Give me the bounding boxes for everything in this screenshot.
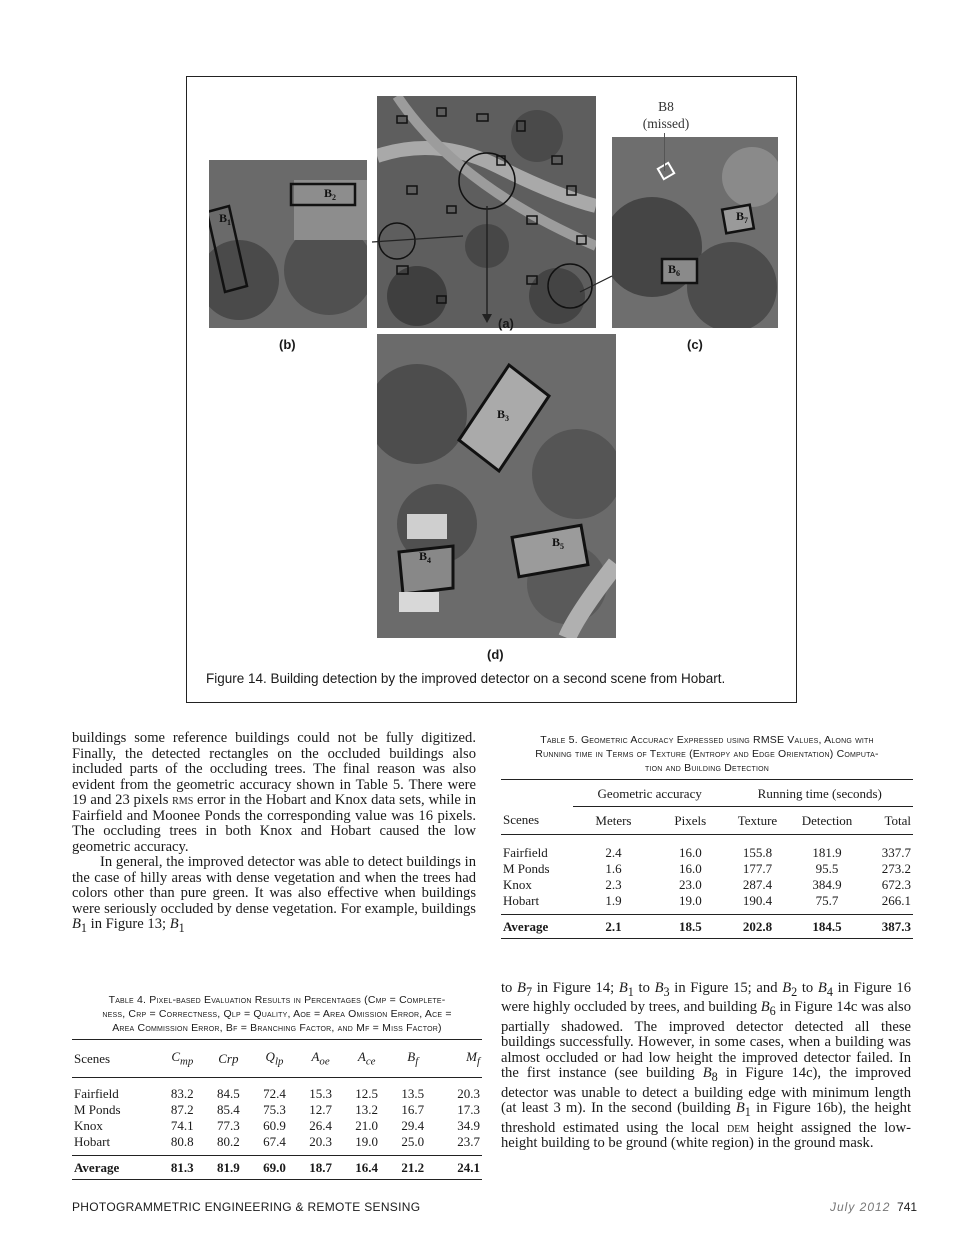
table4-caption: Table 4. Pixel-based Evaluation Results in Percentages (Cmp = Complete- ness, Crp = Correctness, Qlp = Quality, Aoe = Area Omission Error, Ace = Area Commission Error, Bf = Branching Factor, and Mf = Miss Factor)	[102, 994, 452, 1034]
b8-label: B8	[658, 99, 674, 114]
b4-label: $B_4$	[419, 549, 432, 565]
panel-a-label: (a)	[498, 316, 514, 331]
right-paragraph: to $B_7$ in Figure 14; $B_1$ to $B_3$ in Figure 15; and $B_2$ to $B_4$ in Figure 16 were highly occluded by trees, and building $B_6$ in Figure 14c was also partially shadowed. The improved detector detected all these buildings successfully. However, in some cases, when a building was almost occluded or had low height the improved detector failed. In the first instance (see building $B_8$ in Figure 14c), the improved detector was unable to detect a building edge with minimum length (at least 3 m). In the second (building $B_1$ in Figure 16b), the height threshold estimated using the local dem height assigned the low-height building to be ground (white region) in the ground mask.	[501, 980, 912, 1152]
table5	[501, 786, 913, 941]
table5-top-rule	[501, 779, 913, 780]
table-row: M Ponds 1.6 16.0 177.7 95.5 273.2	[503, 860, 911, 876]
b1-label: $B_1$	[219, 211, 232, 227]
panel-d-label: (d)	[487, 647, 504, 662]
b5-label: $B_5$	[552, 535, 565, 551]
arrow-to-b	[372, 236, 463, 242]
table-row: Knox 74.1 77.3 60.9 26.4 21.0 29.4 34.9	[74, 1117, 480, 1133]
figure-caption: Figure 14. Building detection by the improved detector on a second scene from Hobart.	[206, 671, 726, 686]
table-row: Hobart 80.8 80.2 67.4 20.3 19.0 25.0 23.7	[74, 1133, 480, 1149]
b8-missed-note: (missed)	[642, 116, 690, 131]
right-column-text	[501, 981, 911, 1152]
table-row: Fairfield 2.4 16.0 155.8 181.9 337.7	[503, 844, 911, 860]
table5-group-running: Running time (seconds)	[757, 786, 882, 801]
table-row: Hobart 1.9 19.0 190.4 75.7 266.1	[503, 892, 911, 908]
footer-journal-name: PHOTOGRAMMETRIC ENGINEERING & REMOTE SENSING	[72, 1200, 421, 1214]
left-paragraph-2: In general, the improved detector was able to detect buildings in the case of hilly areas with dense vegetation and when the trees had colors other than pure green. It was also effective when buildings were seriously occluded by dense vegetation. For example, buildings $B_1$ in Figure 13; $B_1$	[72, 854, 476, 935]
table5-header-detection: Detection	[788, 807, 865, 835]
b2-label: $B_2$	[324, 186, 337, 202]
footer-date-page	[830, 1200, 917, 1214]
footer-page-number: 741	[897, 1200, 918, 1214]
table5-header-total: Total	[866, 807, 913, 835]
table5-header-scenes: Scenes	[503, 812, 540, 828]
b6-label: $B_6$	[668, 262, 681, 278]
b7-label: $B_7$	[736, 209, 749, 225]
table5-header-pixels: Pixels	[654, 807, 727, 835]
b3-label: $B_3$	[497, 407, 510, 423]
table5-group-geometric: Geometric accuracy	[597, 786, 702, 801]
left-paragraph-1: buildings some reference buildings could not be fully digitized. Finally, the detected rectangles on the occluded buildings also included parts of the occluding trees. The final reason was also evident from the geometric accuracy shown in Table 5. There were 19 and 23 pixels rms error in the Hobart and Knox data sets, while in Fairfield and Moonee Ponds the corresponding value was 16 pixels. The occluding trees in both Knox and Hobart caused the low geometric accuracy.	[72, 730, 476, 855]
table5-header-meters: Meters	[573, 807, 654, 835]
table-row: M Ponds 87.2 85.4 75.3 12.7 13.2 16.7 17.3	[74, 1101, 480, 1117]
table5-average-row: Average 2.1 18.5 202.8 184.5 387.3	[501, 915, 913, 939]
table5-caption: Table 5. Geometric Accuracy Expressed using RMSE Values, Along with Running time in Terms of Texture (Entropy and Edge Orientation) Computa- tion and Building Detection	[535, 734, 879, 774]
panel-d-image	[377, 334, 616, 638]
left-column-text	[72, 731, 476, 936]
panel-c-label: (c)	[687, 337, 703, 352]
panel-b-label: (b)	[279, 337, 296, 352]
table4-header-scenes: Scenes	[72, 1040, 159, 1078]
table-row: Fairfield 83.2 84.5 72.4 15.3 12.5 13.5 20.3	[74, 1085, 480, 1101]
table5-header-texture: Texture	[727, 807, 789, 835]
arrow-to-c	[580, 276, 612, 292]
table4: Scenes $C_{mp}$ Crp $Q_{lp}$ $A_{oe}$ $A_{ce}$ $B_f$ $M_f$ Fairfield 83.2 84.5 72.4 15.3 12.5 13.5 20.3 M Ponds 87.2 85.4 75.3 12.7 13.2 16.7 17.3 Knox 74.1 77.3 60.9 26.4 21.0 29.4 34.9 Hobart 80.8 80.2 67.4 20.3 19.0 25.0 23.7 Average 81.3 81.9 69.0 18.7 16.4 21.2 24.1	[72, 1039, 482, 1182]
table4-average-row: Average 81.3 81.9 69.0 18.7 16.4 21.2 24.1	[72, 1156, 482, 1180]
table-row: Knox 2.3 23.0 287.4 384.9 672.3	[503, 876, 911, 892]
footer-date: July 2012	[830, 1200, 891, 1214]
